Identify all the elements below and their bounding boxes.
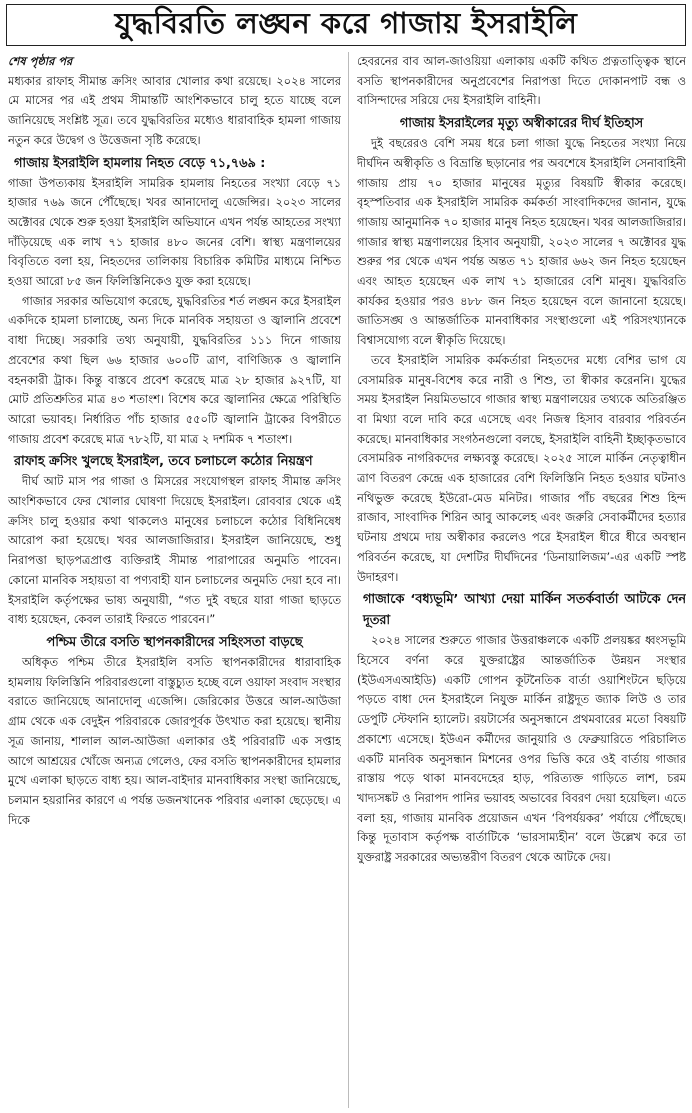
- subheading: গাজাকে ‘বধ্যভূমি’ আখ্যা দেয়া মার্কিন সতর্কবার্তা আটকে দেন দূতরা: [363, 592, 686, 629]
- article-paragraph: অধিকৃত পশ্চিম তীরে ইসরাইলি বসতি স্থাপনকারীদের ধারাবাহিক হামলায় ফিলিস্তিনি পরিবারগুলো বাস্তুচ্যুত হচ্ছে বলে ওয়াফা সংবাদ সংস্থার বরাতে জানিয়েছে আনাদোলু এজেন্সি। জেরিকোর উত্তরে আল-আউজা গ্রাম থেকে এক বেদুইন পরিবারকে জোরপূর্বক উৎখাত করা হয়েছে। স্থানীয় সূত্র জানায়, শালাল আল-আউজা এলাকার ওই পরিবারটি এক সপ্তাহ আগে আশ্রয়ের খোঁজে অন্যত্র গেলেও, ফের বসতি স্থাপনকারীদের হামলার মুখে এলাকা ছাড়তে বাধ্য হয়। আল-বাইদার মানবাধিকার সংস্থা জানিয়েছে, চলমান হয়রানির কারণে এ পর্যন্ত ডজনখানেক পরিবার এলাকা ছেড়েছে। এ দিকে: [8, 654, 341, 827]
- column-divider: [348, 52, 349, 1108]
- right-column: [357, 52, 686, 1108]
- article-paragraph: হেবরনের বাব আল-জাওয়িয়া এলাকায় একটি কথিত প্রত্নতাত্ত্বিক স্থানে বসতি স্থাপনকারীদের অনুপ্রবেশের নিরাপত্তা দিতে দোকানপাট বন্ধ ও বাসিন্দাদের সরিয়ে দেয় ইসরাইলি বাহিনী।: [357, 54, 686, 108]
- subheading: গাজায় ইসরাইলি হামলায় নিহত বেড়ে ৭১,৭৬৯ :: [14, 155, 266, 171]
- article-paragraph: [8, 52, 341, 72]
- article-paragraph: তবে ইসরাইলি সামরিক কর্মকর্তারা নিহতদের মধ্যে বেশির ভাগ যে বেসামরিক মানুষ-বিশেষ করে নারী ও শিশু, তা স্বীকার করেননি। যুদ্ধের সময় ইসরাইল নিয়মিতভাবে গাজার স্বাস্থ্য মন্ত্রণালয়ের তথ্যকে অতিরঞ্জিত বা মিথ্যা বলে দাবি করে এসেছে এবং নিজস্ব হিসাব বারবার পরিবর্তন করেছে। মানবাধিকার সংগঠনগুলো বলছে, ইসরাইলি বাহিনী ইচ্ছাকৃতভাবে বেসামরিক নাগরিকদের লক্ষ্যবস্তু করেছে। ২০২৫ সালে মার্কিন নেতৃত্বাধীন ত্রাণ বিতরণ কেন্দ্রে এক হাজারের বেশি ফিলিস্তিনি নিহত হওয়ার ঘটনাও নথিভুক্ত করেছে ইউরো-মেড মনিটর। গাজার পাঁচ বছরের শিশু হিন্দ রাজাব, সাংবাদিক শিরিন আবু আকলেহ এবং জরুরি সেবাকর্মীদের হত্যার ঘটনায় প্রথমে দায় অস্বীকার করলেও পরে ইসরাইল ধীরে ধীরে অবস্থান পরিবর্তন করেছে, যা দেশটির দীর্ঘদিনের ‘ডিনায়ালিজম’-এর একটি স্পষ্ট উদাহরণ।: [357, 352, 686, 584]
- headline: যুদ্ধবিরতি লঙ্ঘন করে গাজায় ইসরাইলি: [114, 5, 578, 40]
- subheading: গাজায় ইসরাইলের মৃত্যু অস্বীকারের দীর্ঘ ইতিহাস: [399, 116, 644, 132]
- headline-box: [6, 4, 686, 46]
- continuation-kicker: শেষ পৃষ্ঠার পর: [8, 54, 73, 68]
- article-paragraph: গাজা উপত্যকায় ইসরাইলি সামরিক হামলায় নিহতের সংখ্যা বেড়ে ৭১ হাজার ৭৬৯ জনে পৌঁছেছে। খবর আনাদোলু এজেন্সির। ২০২৩ সালের অক্টোবর থেকে শুরু হওয়া ইসরাইলি অভিযানে এখন পর্যন্ত আহতের সংখ্যা দাঁড়িয়েছে এক লাখ ৭১ হাজার ৪৮০ জনের বেশি। স্বাস্থ্য মন্ত্রণালয়ের বিবৃতিতে বলা হয়, নিহতদের তালিকায় বিচারিক কমিটির মাধ্যমে নিশ্চিত হওয়া আরো ৮৫ জন ফিলিস্তিনিকেও যুক্ত করা হয়েছে।: [8, 175, 341, 289]
- article-paragraph: মধ্যকার রাফাহ সীমান্ত ক্রসিং আবার খোলার কথা রয়েছে। ২০২৪ সালের মে মাসের পর এই প্রথম সীমান্তটি আংশিকভাবে চালু হতে যাচ্ছে বলে জানিয়েছে সংশ্লিষ্ট সূত্র। তবে যুদ্ধবিরতির মধ্যেও ধারাবাহিক হামলা গাজায় নতুন করে উদ্বেগ ও উত্তেজনা সৃষ্টি করেছে।: [8, 73, 341, 147]
- subheading: রাফাহ ক্রসিং খুলছে ইসরাইল, তবে চলাচলে কঠোর নিয়ন্ত্রণ: [14, 454, 313, 470]
- left-column: [8, 52, 341, 1108]
- article-paragraph: দীর্ঘ আট মাস পর গাজা ও মিসরের সংযোগস্থল রাফাহ সীমান্ত ক্রসিং আংশিকভাবে ফের খোলার ঘোষণা দিয়েছে ইসরাইল। রোববার থেকে এই ক্রসিং চালু হওয়ার কথা থাকলেও মানুষের চলাচলে কঠোর বিধিনিষেধ আরোপ করা হয়েছে। খবর আলজাজিরার। ইসরাইল জানিয়েছে, শুধু নিরাপত্তা ছাড়পত্রপ্রাপ্ত ব্যক্তিরাই সীমান্ত পারাপারের অনুমতি পাবেন। কোনো মানবিক সহায়তা বা পণ্যবাহী যান চলাচলের অনুমতি দেয়া হবে না। ইসরাইলি কর্তৃপক্ষের ভাষ্য অনুযায়ী, “গত দুই বছরে যারা গাজা ছাড়তে বাধ্য হয়েছেন, কেবল তারাই ফিরতে পারবেন।”: [8, 474, 341, 627]
- article-paragraph: গাজার সরকার অভিযোগ করেছে, যুদ্ধবিরতির শর্ত লঙ্ঘন করে ইসরাইল একদিকে হামলা চালাচ্ছে, অন্য দিকে মানবিক সহায়তা ও জ্বালানি প্রবেশে বাধা দিচ্ছে। সরকারি তথ্য অনুযায়ী, যুদ্ধবিরতির ১১১ দিনে গাজায় প্রবেশের কথা ছিল ৬৬ হাজার ৬০০টি ত্রাণ, বাণিজ্যিক ও জ্বালানি বহনকারী ট্রাক। কিন্তু বাস্তবে প্রবেশ করেছে মাত্র ২৮ হাজার ৯২৭টি, যা মোট প্রতিশ্রুতির মাত্র ৪৩ শতাংশ। বিশেষ করে জ্বালানির ক্ষেত্রে পরিস্থিতি আরো ভয়াবহ। নির্ধারিত পাঁচ হাজার ৫৫০টি জ্বালানি ট্রাকের বিপরীতে গাজায় প্রবেশ করেছে মাত্র ৭৮২টি, যা মাত্র ২ দশমিক ৭ শতাংশ।: [8, 293, 341, 446]
- subheading: পশ্চিম তীরে বসতি স্থাপনকারীদের সহিংসতা বাড়ছে: [46, 634, 303, 650]
- article-paragraph: ২০২৪ সালের শুরুতে গাজার উত্তরাঞ্চলকে একটি প্রলয়ঙ্কর ধ্বংসভূমি হিসেবে বর্ণনা করে যুক্তরাষ্ট্রের আন্তর্জাতিক উন্নয়ন সংস্থার (ইউএসএআইডি) একটি গোপন কূটনৈতিক বার্তা ওয়াশিংটনে ছড়িয়ে পড়তে বাধা দেন ইসরাইলে নিযুক্ত মার্কিন রাষ্ট্রদূত জ্যাক লিউ ও তার ডেপুটি স্টেফানি হ্যালেট। রয়টার্সের অনুসন্ধানে প্রথমবারের মতো বিষয়টি প্রকাশ্যে এসেছে। ইউএন কর্মীদের জানুয়ারি ও ফেব্রুয়ারিতে পরিচালিত একটি মানবিক অনুসন্ধান মিশনের ওপর ভিত্তি করে ওই বার্তায় গাজার রাস্তায় পড়ে থাকা মানবদেহের হাড়, পরিত্যক্ত গাড়িতে লাশ, চরম খাদ্যসঙ্কট ও নিরাপদ পানির ভয়াবহ অভাবের বিবরণ দেয়া হয়েছিল। এতে বলা হয়, গাজায় মানবিক প্রয়োজন এখন ‘বিপর্যয়কর’ পর্যায়ে পৌঁছেছে। কিন্তু দূতাবাস কর্তৃপক্ষ বার্তাটিকে ‘ভারসাম্যহীন’ বলে উল্লেখ করে তা যুক্তরাষ্ট্র সরকারের অভ্যন্তরীণ বিতরণ থেকে আটকে দেয়।: [357, 633, 686, 865]
- article-paragraph: দুই বছরেরও বেশি সময় ধরে চলা গাজা যুদ্ধে নিহতের সংখ্যা নিয়ে দীর্ঘদিন অস্বীকৃতি ও বিভ্রান্তি ছড়ানোর পর অবশেষে ইসরাইলি সেনাবাহিনী গাজায় প্রায় ৭০ হাজার মানুষের মৃত্যুর বিষয়টি স্বীকার করেছে। বৃহস্পতিবার এক ইসরাইলি সামরিক কর্মকর্তা সাংবাদিকদের জানান, যুদ্ধে গাজায় আনুমানিক ৭০ হাজার মানুষ নিহত হয়েছেন। খবর আলজাজিরার। গাজার স্বাস্থ্য মন্ত্রণালয়ের হিসাব অনুযায়ী, ২০২৩ সালের ৭ অক্টোবর যুদ্ধ শুরুর পর থেকে এখন পর্যন্ত অন্তত ৭১ হাজার ৬৬২ জন নিহত হয়েছেন এবং আহত হয়েছেন এক লাখ ৭১ হাজারের বেশি মানুষ। যুদ্ধবিরতি কার্যকর হওয়ার পরও ৪৮৮ জন নিহত হয়েছেন বলে জানানো হয়েছে। জাতিসঙ্ঘ ও আন্তর্জাতিক মানবাধিকার সংস্থাগুলো এই পরিসংখ্যানকে বিশ্বাসযোগ্য বলে স্বীকৃতি দিয়েছে।: [357, 136, 686, 348]
